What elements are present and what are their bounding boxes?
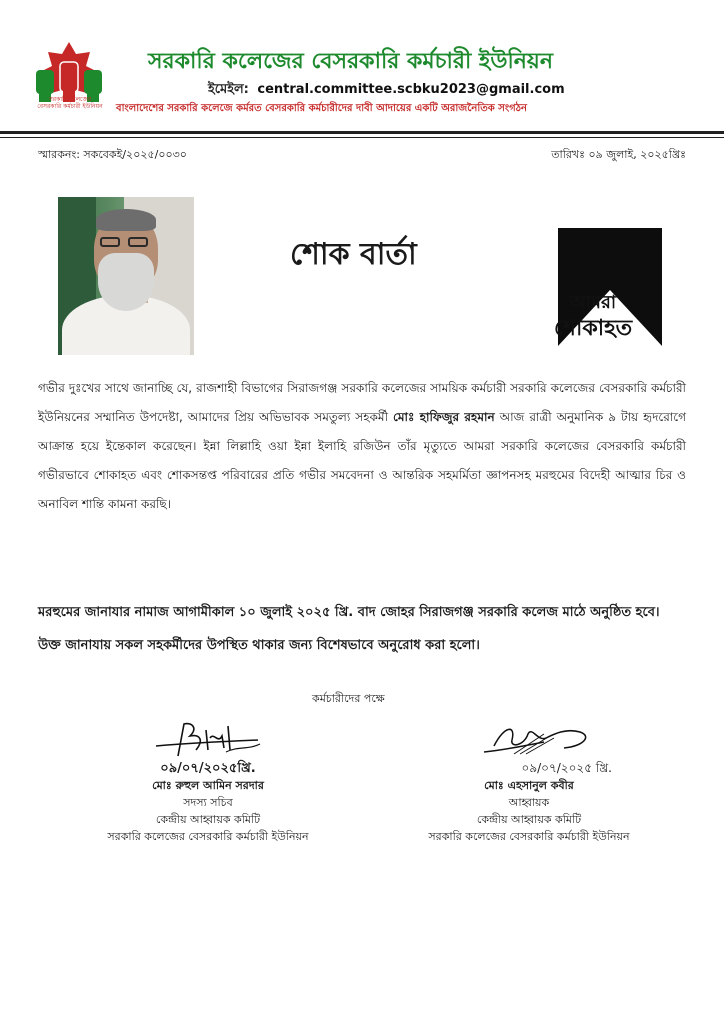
signatory-left-name: মোঃ রুহুল আমিন সরদার xyxy=(152,779,264,792)
email-address: central.committee.scbku2023@gmail.com xyxy=(257,82,565,97)
signatory-left-role: সদস্য সচিব xyxy=(183,796,233,809)
signatory-left xyxy=(98,716,318,845)
letterhead xyxy=(0,0,724,140)
email-line xyxy=(208,80,565,101)
on-behalf-label: কর্মচারীদের পক্ষে xyxy=(312,692,385,705)
signatory-left-date: ০৯/০৭/২০২৫খ্রি. xyxy=(160,761,256,776)
signature-icon xyxy=(454,716,604,760)
email-label: ইমেইল: xyxy=(208,82,249,97)
condolence-paragraph xyxy=(38,374,686,519)
signatory-right-committee: কেন্দ্রীয় আহ্বায়ক কমিটি xyxy=(476,813,582,826)
signatory-right-role: আহ্বায়ক xyxy=(508,796,550,809)
logo-caption-line-1: সরকারি কলেজের xyxy=(48,96,92,103)
deceased-name: মোঃ হাফিজুর রহমান xyxy=(393,410,495,424)
organization-tagline: বাংলাদেশের সরকারি কলেজে কর্মরত বেসরকারি কর্মচারীদের দাবী আদায়ের একটি অরাজনৈতিক সংগঠন xyxy=(116,103,527,114)
janaza-notice: মরহুমের জানাযার নামাজ আগামীকাল ১০ জুলাই ২০২৫ খ্রি. বাদ জোহর সিরাজগঞ্জ সরকারি কলেজ মাঠে অনুষ্ঠিত হবে। উক্ত জানাযায় সকল সহকর্মীদের উপস্থিত থাকার জন্য বিশেষভাবে অনুরোধ করা হলো। xyxy=(38,605,660,653)
header-divider xyxy=(0,131,724,134)
reference-number: স্মারকনং: সকবেকই/২০২৫/০০৩০ xyxy=(38,148,187,161)
signatory-right-date: ০৯/০৭/২০২৫ খ্রি. xyxy=(521,761,612,775)
letter-date: তারিখঃ ০৯ জুলাই, ২০২৫খ্রিঃ xyxy=(551,148,686,161)
page-title: শোক বার্তা xyxy=(290,237,417,272)
signatory-left-org: সরকারি কলেজের বেসরকারি কর্মচারী ইউনিয়ন xyxy=(107,830,309,843)
deceased-portrait xyxy=(58,197,194,355)
mourning-badge-line-1: আমরা xyxy=(570,292,617,313)
signature-icon xyxy=(148,716,268,760)
signatory-right-name: মোঃ এহসানুল কবীর xyxy=(484,779,574,792)
header-divider-thin xyxy=(0,137,724,138)
organization-name: সরকারি কলেজের বেসরকারি কর্মচারী ইউনিয়ন xyxy=(148,49,554,74)
mourning-badge-line-2: শোকাহত xyxy=(554,316,633,341)
signatory-left-committee: কেন্দ্রীয় আহ্বায়ক কমিটি xyxy=(155,813,261,826)
logo-caption xyxy=(22,96,118,110)
signatory-right-org: সরকারি কলেজের বেসরকারি কর্মচারী ইউনিয়ন xyxy=(428,830,630,843)
signatory-right xyxy=(424,716,634,845)
logo-caption-line-2: বেসরকারি কর্মচারী ইউনিয়ন xyxy=(37,103,103,110)
condolence-text-start: গভীর দুঃখের সাথে জানাচ্ছি যে, রাজশাহী বিভাগের সিরাজগঞ্জ সরকারি কলেজের সাময়িক কর্মচারী সরকারি কলেজের বেসরকারি কর্মচারী ইউনিয়নের সম্মানিত উপদেষ্টা, আমাদের প্রিয় অভিভাবক সমতুল্য সহকর্মী xyxy=(38,381,686,424)
condolence-text-end: আজ রাত্রী অনুমানিক ৯ টায় হৃদরোগে আক্রান্ত হয়ে ইন্তেকাল করেছেন। ইন্না লিল্লাহি ওয়া ইন্না ইলাহি রজিউন তাঁর মৃত্যুতে আমরা সরকারি কলেজের বেসরকারি কর্মচারী গভীরভাবে শোকাহত এবং শোকসন্তপ্ত পরিবারের প্রতি গভীর সমবেদনা ও আন্তরিক সহমর্মিতা জ্ঞাপনসহ মরহুমের বিদেহী আত্মার চির ও অনাবিল শান্তি কামনা করছি। xyxy=(38,410,686,511)
